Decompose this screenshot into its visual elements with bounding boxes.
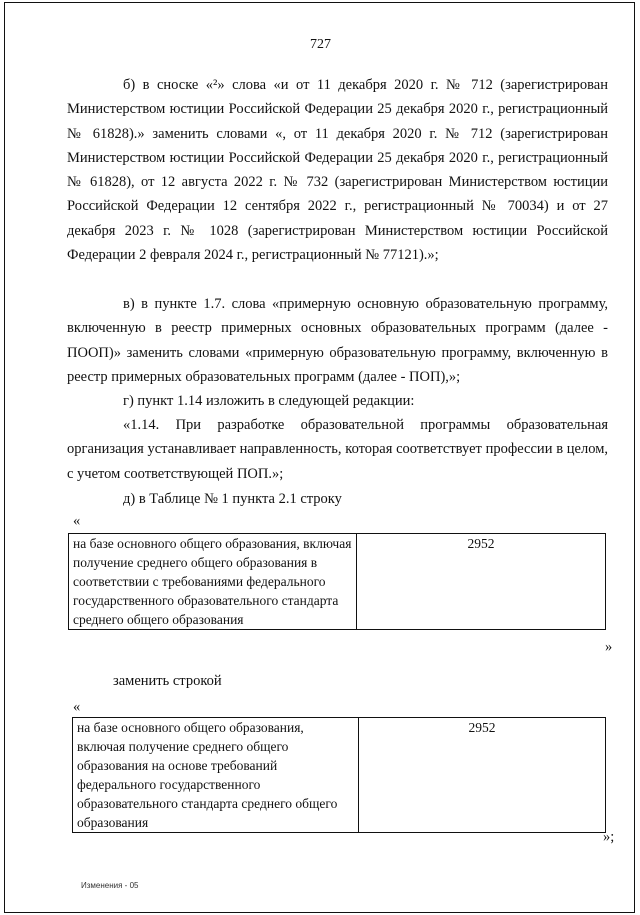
replace-label: заменить строкой [113,673,222,689]
paragraph-d: д) в Таблице № 1 пункта 2.1 строку [123,491,342,507]
paragraph-g: г) пункт 1.14 изложить в следующей редакции: [123,393,415,409]
paragraph-g-text: «1.14. При разработке образовательной программы образовательная организация устанавливает направленность, которая соответствует профессии в целом, с учетом соответствующей ПОП.»; [67,417,608,482]
table-new-row [72,717,606,833]
table-old-row [68,533,606,630]
close-quote-1: » [605,639,613,655]
paragraph-v: в) в пункте 1.7. слова «примерную основную образовательную программу, включенную в реестр примерных основных образовательных программ (далее - ПООП)» заменить словами «примерную образовательную программу, включенную в реестр примерных образовательных программ (далее - ПОП),»; [67,296,608,385]
table-new-text: на базе основного общего образования, включая получение среднего общего образования на основе требований федерального государственного образовательного стандарта среднего общего образования [73,718,359,833]
document-page [4,2,635,913]
close-quote-2: »; [603,829,615,845]
page-number: 727 [310,37,331,52]
paragraph-b: б) в сноске «²» слова «и от 11 декабря 2020 г. № 712 (зарегистрирован Министерством юстиции Российской Федерации 25 декабря 2020 г., регистрационный № 61828).» заменить словами «, от 11 декабря 2020 г. № 712 (зарегистрирован Министерством юстиции Российской Федерации 25 декабря 2020 г., регистрационный № 61828), от 12 августа 2022 г. № 732 (зарегистрирован Министерством юстиции Российской Федерации 12 сентября 2022 г., регистрационный № 70034) и от 27 декабря 2023 г. № 1028 (зарегистрирован Министерством юстиции Российской Федерации 2 февраля 2024 г., регистрационный № 77121).»; [67,77,608,264]
table-old-value: 2952 [357,534,606,630]
open-quote-2: « [73,699,81,715]
open-quote-1: « [73,513,81,529]
table-old-text: на базе основного общего образования, включая получение среднего общего образования в соответствии с требованиями федерального государственного образовательного стандарта среднего общего образования [69,534,357,630]
table-new-value: 2952 [359,718,606,833]
footer-label: Изменения - 05 [81,881,139,890]
